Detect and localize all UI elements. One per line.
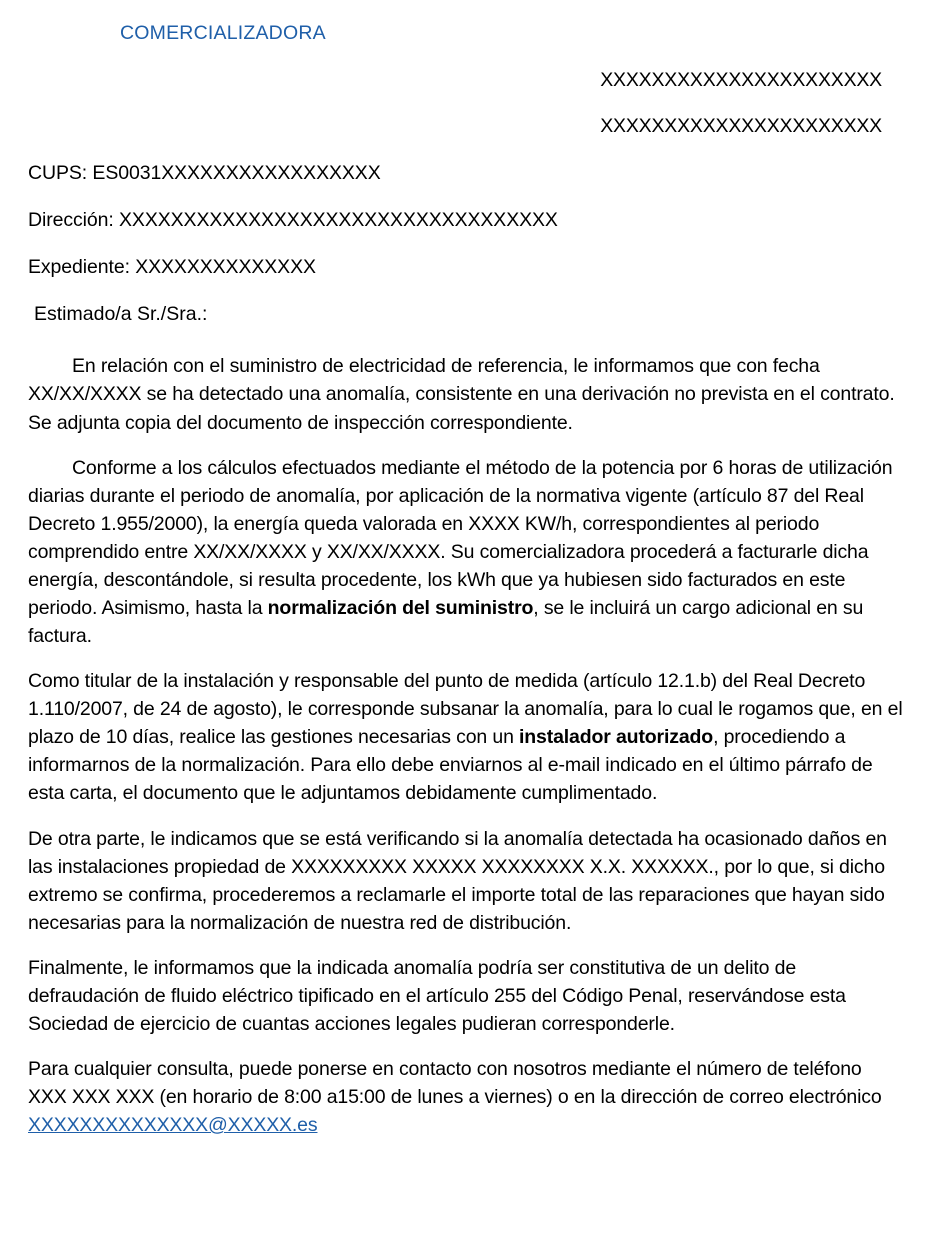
paragraph-1-text: En relación con el suministro de electricidad de referencia, le informamos que con fecha XX/XX/XXXX se ha detectado una anomalía, consistente en una derivación no prevista en el contrato. Se adjunta copia del documento de inspección correspondiente. bbox=[28, 355, 895, 434]
paragraph-6 bbox=[28, 1055, 904, 1139]
paragraph-2-text-a: Conforme a los cálculos efectuados mediante el método de la potencia por 6 horas de utilización diarias durante el periodo de anomalía, por aplicación de la normativa vigente (artículo 87 del Real Decreto 1.955/2000), la energía queda valorada en XXXX KW/h, correspondientes al periodo comprendido entre XX/XX/XXXX y XX/XX/XXXX. Su comercializadora procederá a facturarle dicha energía, descontándole, si resulta procedente, los kWh que ya hubiesen sido facturados en este periodo. Asimismo, hasta la bbox=[28, 456, 893, 620]
paragraph-6-text: Para cualquier consulta, puede ponerse en contacto con nosotros mediante el número de teléfono XXX XXX XXX (en horario de 8:00 a15:00 de lunes a viernes) o en la dirección de correo electrónico bbox=[28, 1058, 882, 1109]
paragraph-3-text-b: , procediendo a informarnos de la normalización. Para ello debe enviarnos al e-mail indicado en el último párrafo de esta carta, el documento que le adjuntamos debidamente cumplimentado. bbox=[28, 726, 873, 805]
supply-meta-block bbox=[28, 162, 904, 279]
recipient-address-block bbox=[28, 71, 904, 136]
paragraph-1 bbox=[28, 352, 904, 436]
paragraph-5-text: Finalmente, le informamos que la indicada anomalía podría ser constitutiva de un delito de defraudación de fluido eléctrico tipificado en el artículo 255 del Código Penal, reservándose esta Sociedad de ejercicio de cuantas acciones legales pudieran corresponderle. bbox=[28, 956, 846, 1036]
paragraph-2-text-b: , se le incluirá un cargo adicional en su factura. bbox=[28, 597, 864, 648]
company-header: COMERCIALIZADORA bbox=[120, 22, 326, 44]
address-line: Dirección: XXXXXXXXXXXXXXXXXXXXXXXXXXXXXXXXXX bbox=[28, 209, 558, 232]
paragraph-3-bold: instalador autorizado bbox=[519, 726, 714, 749]
file-number-line: Expediente: XXXXXXXXXXXXXX bbox=[28, 256, 316, 279]
recipient-line-1: XXXXXXXXXXXXXXXXXXXXXX bbox=[600, 69, 882, 92]
recipient-line-2: XXXXXXXXXXXXXXXXXXXXXX bbox=[600, 114, 882, 137]
paragraph-2-bold: normalización del suministro bbox=[267, 597, 534, 620]
paragraph-2 bbox=[28, 454, 904, 651]
cups-line: CUPS: ES0031XXXXXXXXXXXXXXXXX bbox=[28, 162, 381, 185]
paragraph-5 bbox=[28, 954, 904, 1038]
paragraph-3-text-a: Como titular de la instalación y responsable del punto de medida (artículo 12.1.b) del Real Decreto 1.110/2007, de 24 de agosto), le corresponde subsanar la anomalía, para lo cual le rogamos que, en el plazo de 10 días, realice las gestiones necesarias con un bbox=[28, 670, 903, 749]
paragraph-4 bbox=[28, 825, 904, 937]
paragraph-4-text: De otra parte, le indicamos que se está verificando si la anomalía detectada ha ocasionado daños en las instalaciones propiedad de XXXXXXXXX XXXXX XXXXXXXX X.X. XXXXXX., por lo que, si dicho extremo se confirma, procederemos a reclamarle el importe total de las reparaciones que hayan sido necesarias para la normalización de nuestra red de distribución. bbox=[28, 827, 887, 934]
contact-email-link[interactable]: XXXXXXXXXXXXXX@XXXXX.es bbox=[28, 1114, 318, 1137]
salutation: Estimado/a Sr./Sra.: bbox=[34, 303, 208, 326]
paragraph-3 bbox=[28, 667, 904, 807]
